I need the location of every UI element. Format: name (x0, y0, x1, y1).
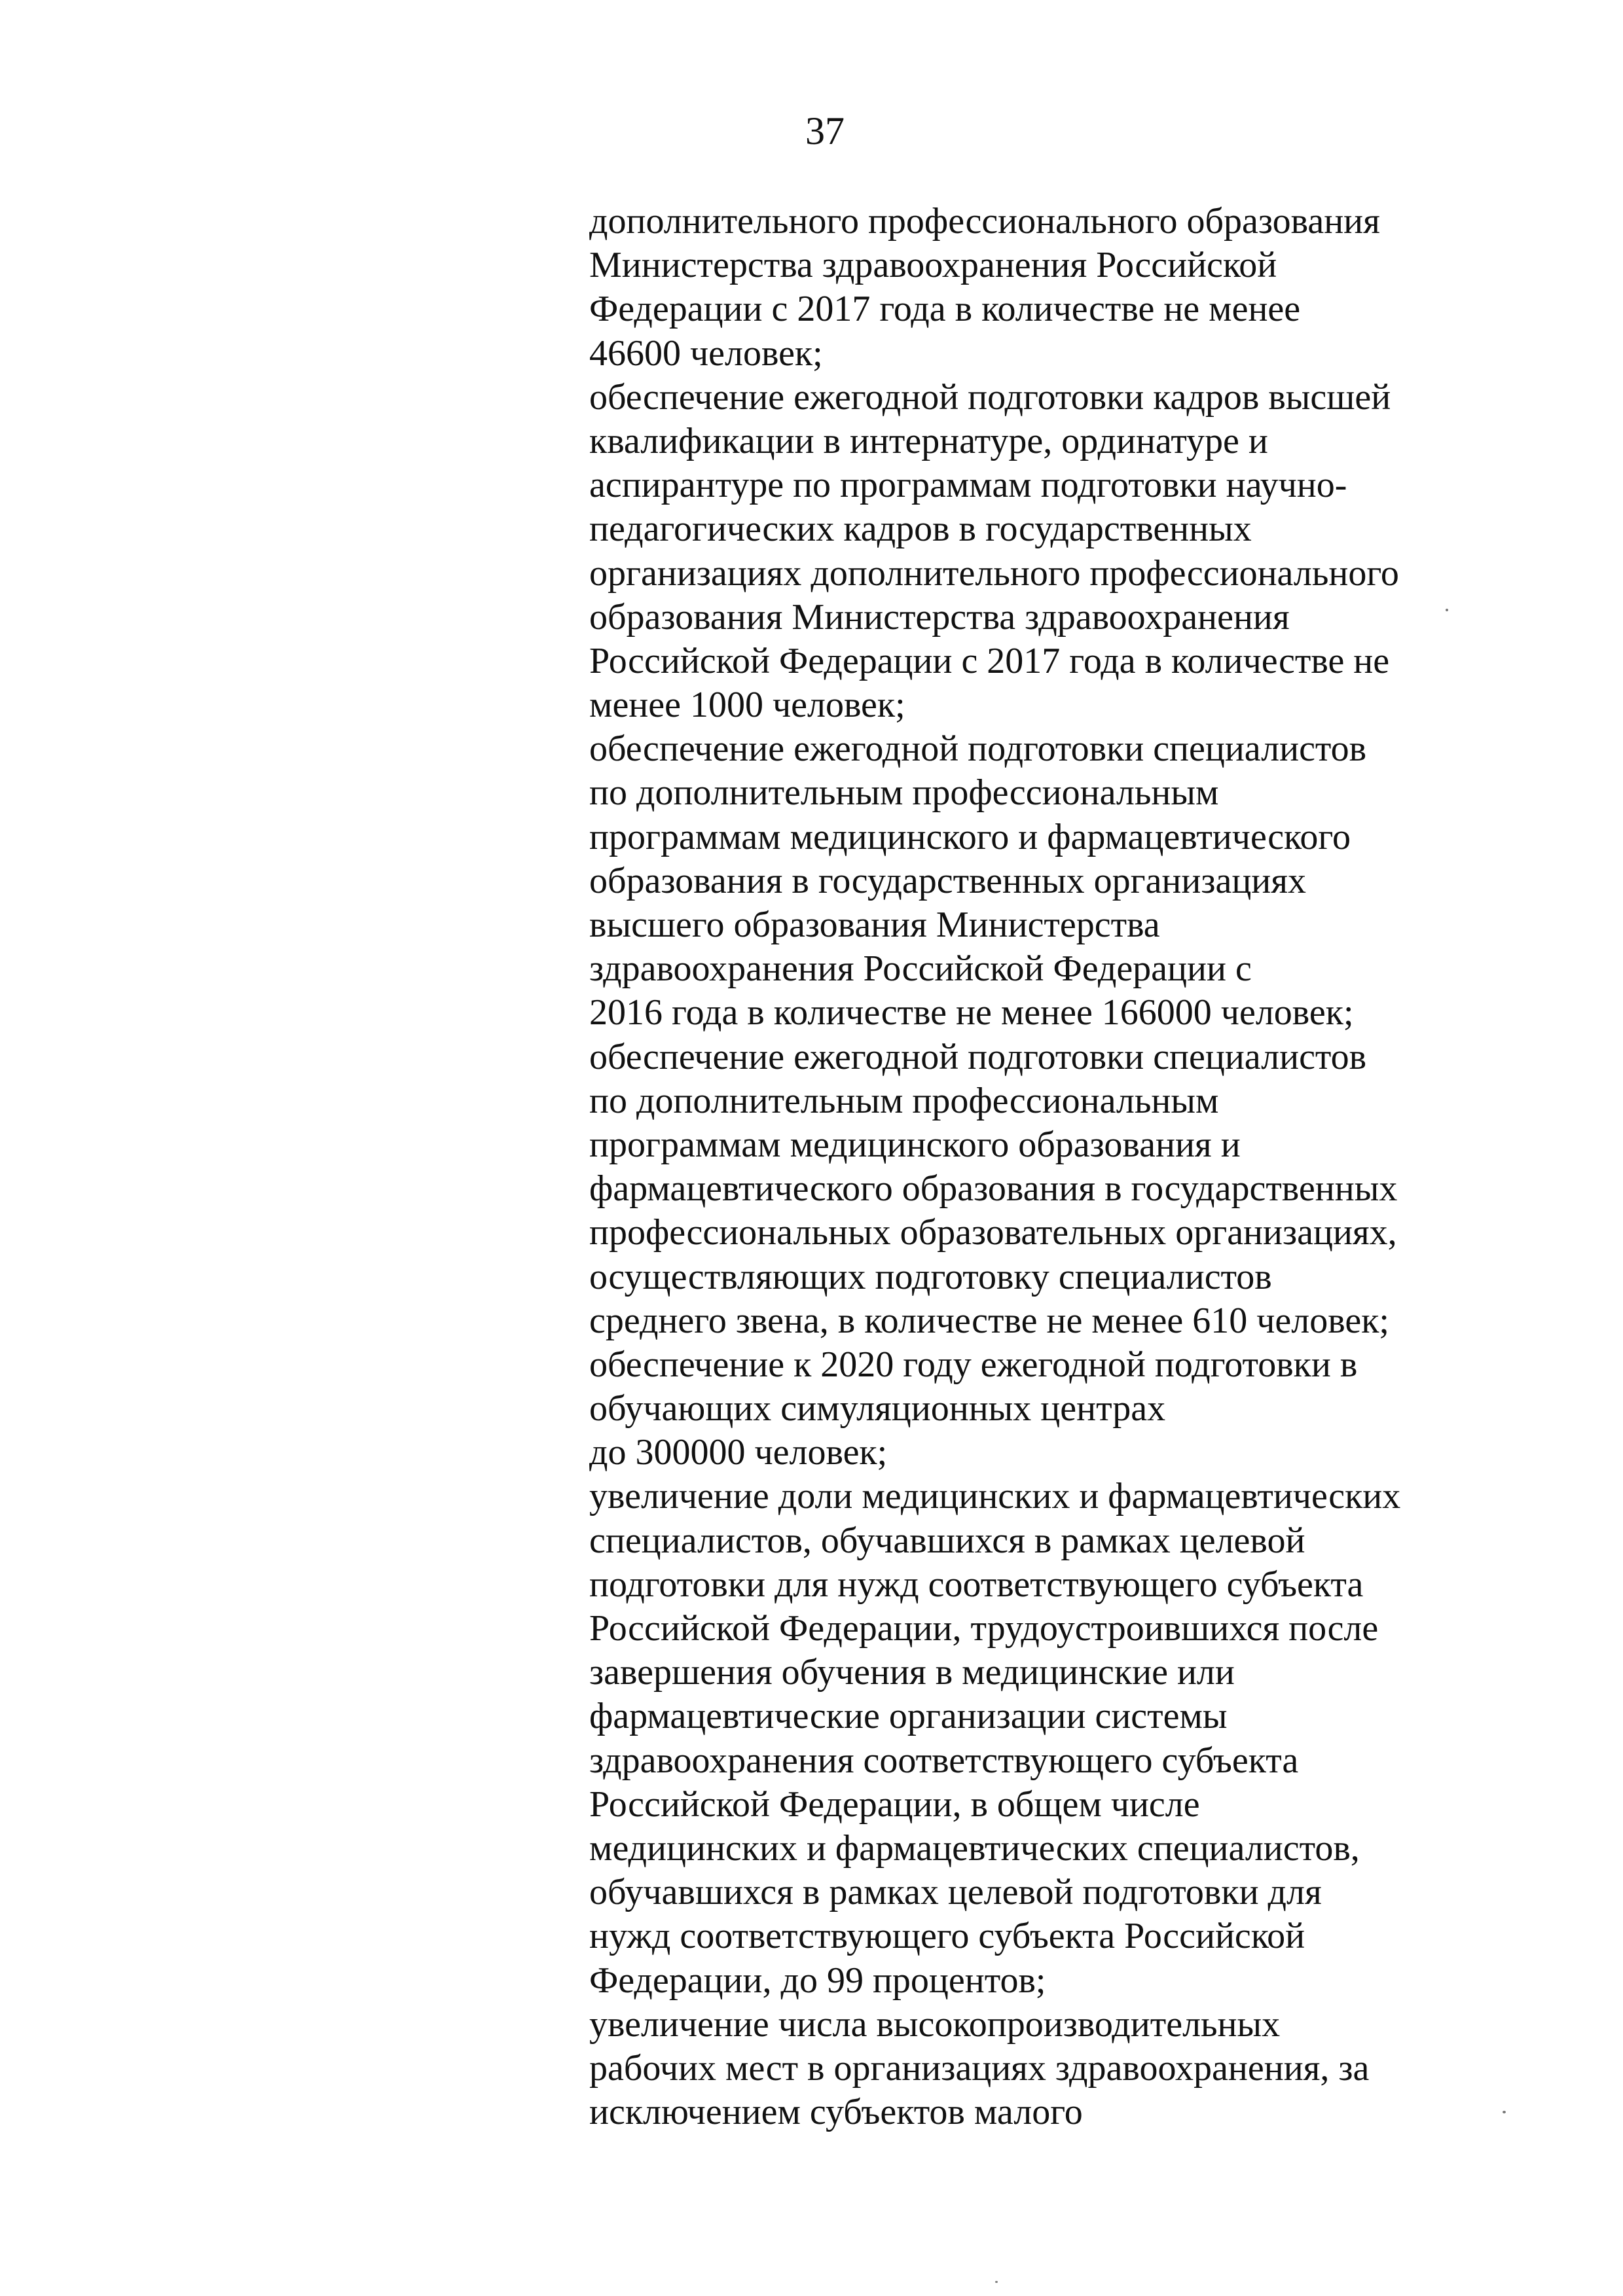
text-line: увеличение доли медицинских и фармацевтических (589, 1476, 1401, 1517)
text-line: программам медицинского и фармацевтического (589, 816, 1351, 857)
text-line: специалистов, обучавшихся в рамках целевой (589, 1520, 1305, 1561)
text-line: педагогических кадров в государственных (589, 509, 1252, 550)
text-line: осуществляющих подготовку специалистов (589, 1256, 1272, 1297)
text-line: квалификации в интернатуре, ординатуре и (589, 420, 1268, 461)
text-line: подготовки для нужд соответствующего субъекта (589, 1564, 1364, 1605)
text-line: 2016 года в количестве не менее 166000 человек; (589, 992, 1354, 1033)
scan-speck (995, 2281, 998, 2283)
text-line: Федерации, до 99 процентов; (589, 1960, 1046, 2001)
text-line: менее 1000 человек; (589, 685, 905, 726)
text-line: завершения обучения в медицинские или (589, 1652, 1235, 1693)
scan-speck (1446, 609, 1448, 611)
text-line: 46600 человек; (589, 332, 823, 374)
scan-speck (1503, 2111, 1506, 2113)
text-line: организациях дополнительного профессионального (589, 552, 1399, 594)
text-line: по дополнительным профессиональным (589, 1080, 1219, 1121)
page-number: 37 (805, 109, 845, 152)
text-line: рабочих мест в организациях здравоохранения, за (589, 2047, 1370, 2089)
text-line: обеспечение ежегодной подготовки специалистов (589, 728, 1367, 770)
text-line: увеличение числа высокопроизводительных (589, 2003, 1281, 2045)
text-line: фармацевтические организации системы (589, 1696, 1228, 1737)
text-line: обучающих симуляционных центрах (589, 1388, 1166, 1429)
text-line: обучавшихся в рамках целевой подготовки для (589, 1872, 1322, 1913)
text-line: среднего звена, в количестве не менее 610 человек; (589, 1300, 1389, 1341)
text-line: Российской Федерации с 2017 года в количестве не (589, 640, 1390, 681)
text-line: обеспечение ежегодной подготовки кадров высшей (589, 376, 1391, 418)
text-line: Российской Федерации, в общем числе (589, 1784, 1200, 1825)
text-line: образования в государственных организациях (589, 860, 1307, 901)
text-line: аспирантуре по программам подготовки научно- (589, 465, 1347, 506)
text-line: профессиональных образовательных организациях, (589, 1212, 1397, 1253)
text-line: обеспечение к 2020 году ежегодной подготовки в (589, 1344, 1358, 1385)
text-line: Министерства здравоохранения Российской (589, 245, 1277, 286)
text-line: Федерации с 2017 года в количестве не менее (589, 289, 1301, 330)
text-line: обеспечение ежегодной подготовки специалистов (589, 1036, 1367, 1077)
text-line: здравоохранения Российской Федерации с (589, 948, 1252, 990)
text-line: медицинских и фармацевтических специалистов, (589, 1827, 1360, 1869)
text-line: нужд соответствующего субъекта Российской (589, 1916, 1305, 1957)
text-line: образования Министерства здравоохранения (589, 596, 1290, 637)
text-line: до 300000 человек; (589, 1432, 888, 1473)
text-line: высшего образования Министерства (589, 905, 1160, 945)
text-line: фармацевтического образования в государственных (589, 1168, 1398, 1210)
text-line: программам медицинского образования и (589, 1124, 1241, 1165)
text-line: по дополнительным профессиональным (589, 772, 1219, 814)
text-line: исключением субъектов малого (589, 2092, 1083, 2133)
text-line: дополнительного профессионального образования (589, 201, 1380, 242)
text-line: Российской Федерации, трудоустроившихся после (589, 1608, 1379, 1649)
text-line: здравоохранения соответствующего субъекта (589, 1740, 1299, 1781)
body-text (589, 200, 1519, 2134)
